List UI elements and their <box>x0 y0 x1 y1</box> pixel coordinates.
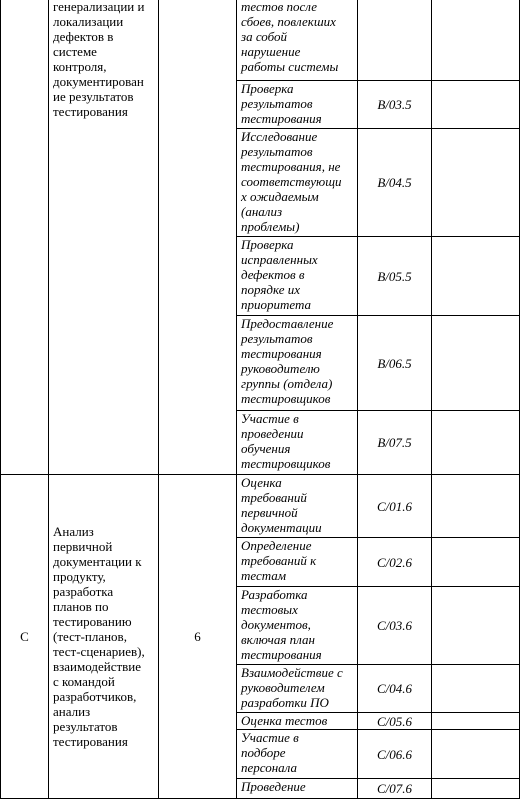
function-name-cell: Проведение <box>237 779 358 799</box>
function-code-cell: C/06.6 <box>358 730 432 779</box>
empty-cell <box>432 587 520 665</box>
empty-cell <box>432 129 520 237</box>
function-code-cell: C/02.6 <box>358 538 432 587</box>
empty-cell <box>432 237 520 316</box>
function-code-cell: C/07.6 <box>358 779 432 799</box>
empty-cell <box>432 713 520 730</box>
function-name-cell: Оценка тестов <box>237 713 358 730</box>
empty-cell <box>432 538 520 587</box>
function-code-cell: B/06.5 <box>358 316 432 411</box>
function-code-cell: B/07.5 <box>358 411 432 475</box>
function-code-cell <box>358 0 432 81</box>
function-name-cell: Участие в подборе персонала <box>237 730 358 779</box>
function-name-cell: Оценка требований первичной документации <box>237 475 358 538</box>
function-code-cell: C/03.6 <box>358 587 432 665</box>
empty-cell <box>432 475 520 538</box>
function-code-cell: B/05.5 <box>358 237 432 316</box>
empty-cell <box>432 411 520 475</box>
empty-cell <box>432 779 520 799</box>
function-code-cell: C/01.6 <box>358 475 432 538</box>
function-code-cell: B/03.5 <box>358 81 432 129</box>
empty-cell <box>432 81 520 129</box>
function-code-cell: C/04.6 <box>358 665 432 713</box>
table-row <box>1 475 520 538</box>
function-name-cell: Определение требований к тестам <box>237 538 358 587</box>
function-name-cell: Разработка тестовых документов, включая план тестирования <box>237 587 358 665</box>
empty-cell <box>432 316 520 411</box>
function-name-cell: Проверка результатов тестирования <box>237 81 358 129</box>
function-name-cell: Предоставление результатов тестирования руководителю группы (отдела) тестировщиков <box>237 316 358 411</box>
level-cell: 6 <box>159 475 237 799</box>
code-cell: C <box>1 475 49 799</box>
empty-cell <box>432 730 520 779</box>
empty-cell <box>432 0 520 81</box>
general-function-cell: генерализации и локализации дефектов в системе контроля, документирован ие результатов тестирования <box>49 0 159 475</box>
general-function-cell: Анализ первичной документации к продукту, разработка планов по тестированию (тест-планов, тест-сценариев), взаимодействие с командой разработчиков, анализ результатов тестирования <box>49 475 159 799</box>
function-code-cell: C/05.6 <box>358 713 432 730</box>
level-cell <box>159 0 237 475</box>
function-name-cell: Взаимодействие с руководителем разработки ПО <box>237 665 358 713</box>
empty-cell <box>432 665 520 713</box>
function-name-cell: тестов после сбоев, повлекших за собой нарушение работы системы <box>237 0 358 81</box>
function-name-cell: Проверка исправленных дефектов в порядке их приоритета <box>237 237 358 316</box>
function-code-cell: B/04.5 <box>358 129 432 237</box>
function-name-cell: Участие в проведении обучения тестировщиков <box>237 411 358 475</box>
function-name-cell: Исследование результатов тестирования, не соответствующи х ожидаемым (анализ проблемы) <box>237 129 358 237</box>
code-cell <box>1 0 49 475</box>
table-row <box>1 0 520 81</box>
